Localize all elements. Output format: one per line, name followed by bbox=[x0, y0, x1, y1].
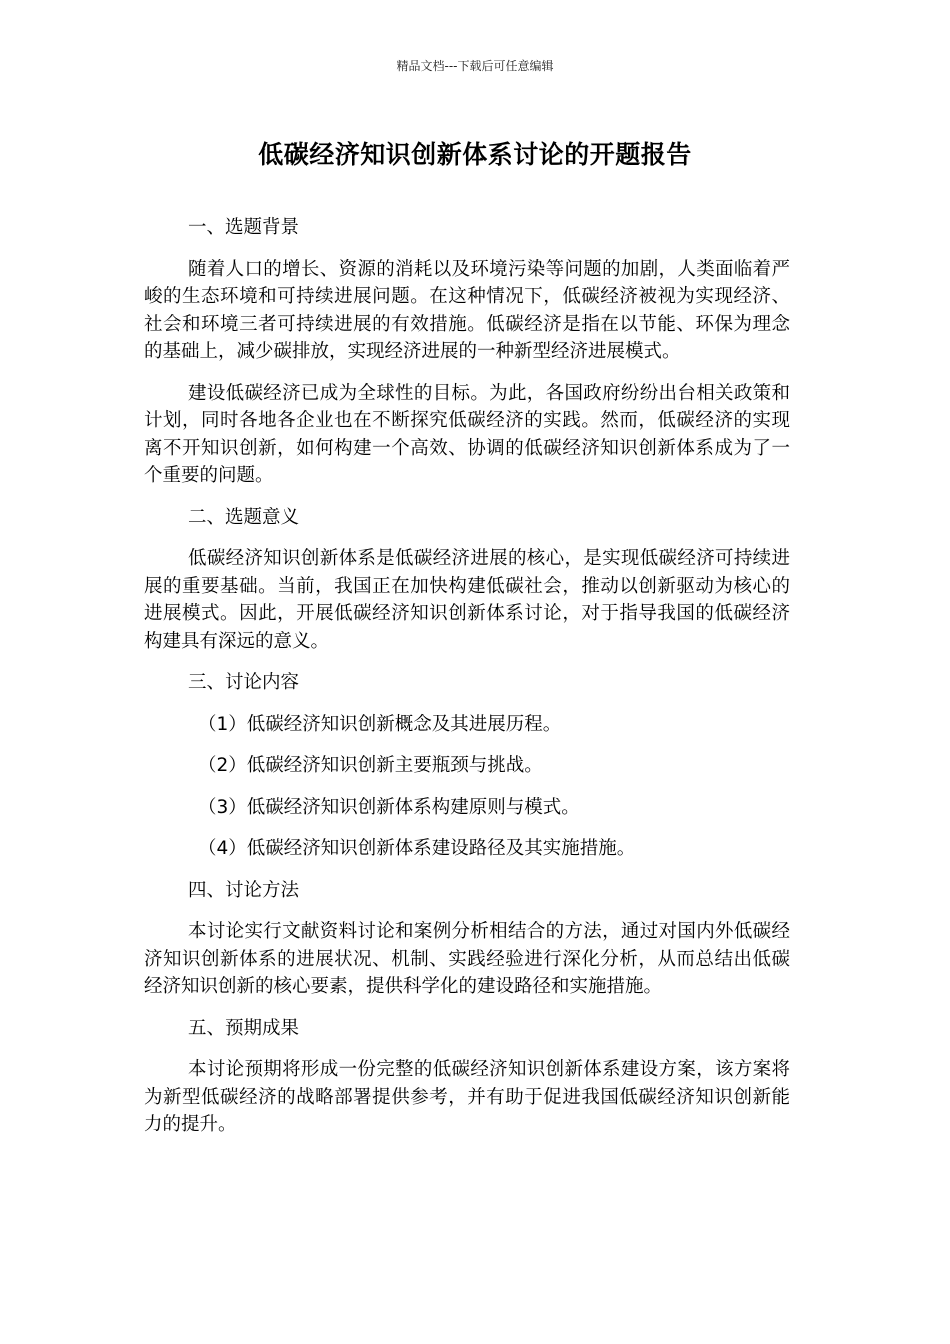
section-heading-background: 一、选题背景 bbox=[188, 217, 300, 238]
page-header: 精品文档---下载后可任意编辑 bbox=[396, 59, 554, 73]
content-list-item bbox=[144, 835, 790, 863]
section-heading-method: 四、讨论方法 bbox=[188, 879, 300, 901]
section-heading-expected-results: 五、预期成果 bbox=[188, 1017, 300, 1039]
list-item-number: （1） bbox=[198, 713, 247, 735]
background-paragraph-1: 随着人口的增长、资源的消耗以及环境污染等问题的加剧，人类面临着严峻的生态环境和可持续进展问题。在这种情况下，低碳经济被视为实现经济、社会和环境三者可持续进展的有效措施。低碳经济是指在以节能、环保为理念的基础上，减少碳排放，实现经济进展的一种新型经济进展模式。 bbox=[144, 258, 790, 362]
list-item-text: 低碳经济知识创新体系构建原则与模式。 bbox=[246, 796, 580, 818]
significance-paragraph: 低碳经济知识创新体系是低碳经济进展的核心，是实现低碳经济可持续进展的重要基础。当前，我国正在加快构建低碳社会，推动以创新驱动为核心的进展模式。因此，开展低碳经济知识创新体系讨论，对于指导我国的低碳经济构建具有深远的意义。 bbox=[144, 548, 790, 652]
list-item-text: 低碳经济知识创新体系建设路径及其实施措施。 bbox=[246, 838, 636, 859]
section-heading-content: 三、讨论内容 bbox=[188, 672, 300, 693]
list-item-text: 低碳经济知识创新主要瓶颈与挑战。 bbox=[246, 755, 543, 776]
list-item-number: （4） bbox=[198, 838, 247, 859]
document-body bbox=[144, 214, 790, 1153]
method-paragraph: 本讨论实行文献资料讨论和案例分析相结合的方法，通过对国内外低碳经济知识创新体系的进展状况、机制、实践经验进行深化分析，从而总结出低碳经济知识创新的核心要素，提供科学化的建设路径和实施措施。 bbox=[144, 921, 790, 997]
content-list-item bbox=[144, 711, 790, 739]
list-item-text: 低碳经济知识创新概念及其进展历程。 bbox=[246, 713, 562, 735]
document-title: 低碳经济知识创新体系讨论的开题报告 bbox=[258, 140, 692, 169]
content-list-item bbox=[144, 752, 790, 780]
list-item-number: （2） bbox=[198, 755, 247, 776]
background-paragraph-2: 建设低碳经济已成为全球性的目标。为此，各国政府纷纷出台相关政策和计划，同时各地各企业也在不断探究低碳经济的实践。然而，低碳经济的实现离不开知识创新，如何构建一个高效、协调的低碳经济知识创新体系成为了一个重要的问题。 bbox=[144, 382, 790, 486]
content-list-item bbox=[144, 794, 790, 822]
list-item-number: （3） bbox=[198, 796, 247, 818]
section-heading-significance: 二、选题意义 bbox=[188, 506, 300, 528]
expected-results-paragraph: 本讨论预期将形成一份完整的低碳经济知识创新体系建设方案，该方案将为新型低碳经济的战略部署提供参考，并有助于促进我国低碳经济知识创新能力的提升。 bbox=[144, 1059, 790, 1135]
